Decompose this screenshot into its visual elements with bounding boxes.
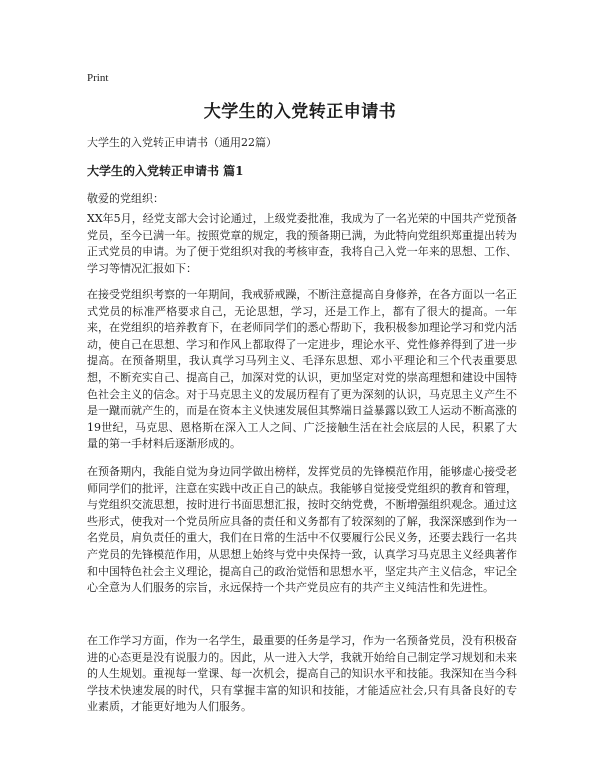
document-subtitle: 大学生的入党转正申请书（通用22篇） xyxy=(87,136,277,149)
paragraph-3: 在预备期内，我能自觉为身边同学做出榜样，发挥党员的先锋模范作用，能够虚心接受老师同学们的批评，注意在实践中改正自己的缺点。我能够自觉接受党组织的教育和管理，与党组织交流思想，按时进行书面思想汇报，按时交纳党费，不断增强组织观念。通过这些形式，使我对一个党员所应具备的责任和义务都有了较深刻的了解，我深深感到作为一名党员，肩负责任的重大，我们在日常的生活中不仅要履行公民义务，还要去践行一名共产党员的先锋模范作用，从思想上始终与党中央保持一致，认真学习马克思主义经典著作和中国特色社会主义理论，提高自己的政治觉悟和思想水平，坚定共产主义信念，牢记全心全意为人们服务的宗旨，永远保持一个共产党员应有的共产主义纯洁性和先进性。 xyxy=(87,465,517,595)
greeting: 敬爱的党组织： xyxy=(87,192,164,205)
document-title: 大学生的入党转正申请书 xyxy=(203,102,397,122)
paragraph-1: XX年5月，经党支部大会讨论通过，上级党委批准，我成为了一名光荣的中国共产党预备党员，至今已满一年。按照党章的规定，我的预备期已满，为此特向党组织郑重提出转为正式党员的申请。为了便于党组织对我的考核审查，我将自己入党一年来的思想、工作、学习等情况汇报如下： xyxy=(87,212,517,275)
paragraph-2: 在接受党组织考察的一年期间，我戒骄戒躁，不断注意提高自身修养，在各方面以一名正式党员的标准严格要求自己，无论思想，学习，还是工作上，都有了很大的提高。一年来，在党组织的培养教育下，在老师同学们的悉心帮助下，我积极参加理论学习和党内活动，使自己在思想、学习和作风上都取得了一定进步，理论水平、党性修养得到了进一步提高。在预备期里，我认真学习马列主义、毛泽东思想、邓小平理论和三个代表重要思想，不断充实自己、提高自己，加深对党的认识，更加坚定对党的崇高理想和建设中国特色社会主义的信念。对于马克思主义的发展历程有了更为深刻的认识，马克思主义产生不是一蹴而就产生的，而是在资本主义快速发展但其弊端日益暴露以致工人运动不断高涨的19世纪，马克思、恩格斯在深入工人之间、广泛接触生活在社会底层的人民，积累了大量的第一手材料后逐渐形成的。 xyxy=(87,288,517,451)
section-heading: 大学生的入党转正申请书 篇1 xyxy=(87,164,244,178)
paragraph-4: 在工作学习方面，作为一名学生，最重要的任务是学习，作为一名预备党员，没有积极奋进的心态更是没有说服力的。因此，从一进入大学，我就开始给自己制定学习规划和未来的人生规划。重视每一堂课、每一次机会，提高自己的知识水平和技能。我深知在当今科学技术快速发展的时代，只有掌握丰富的知识和技能，才能适应社会,只有具备良好的专业素质，才能更好地为人们服务。 xyxy=(87,634,517,714)
print-label: Print xyxy=(87,72,109,84)
